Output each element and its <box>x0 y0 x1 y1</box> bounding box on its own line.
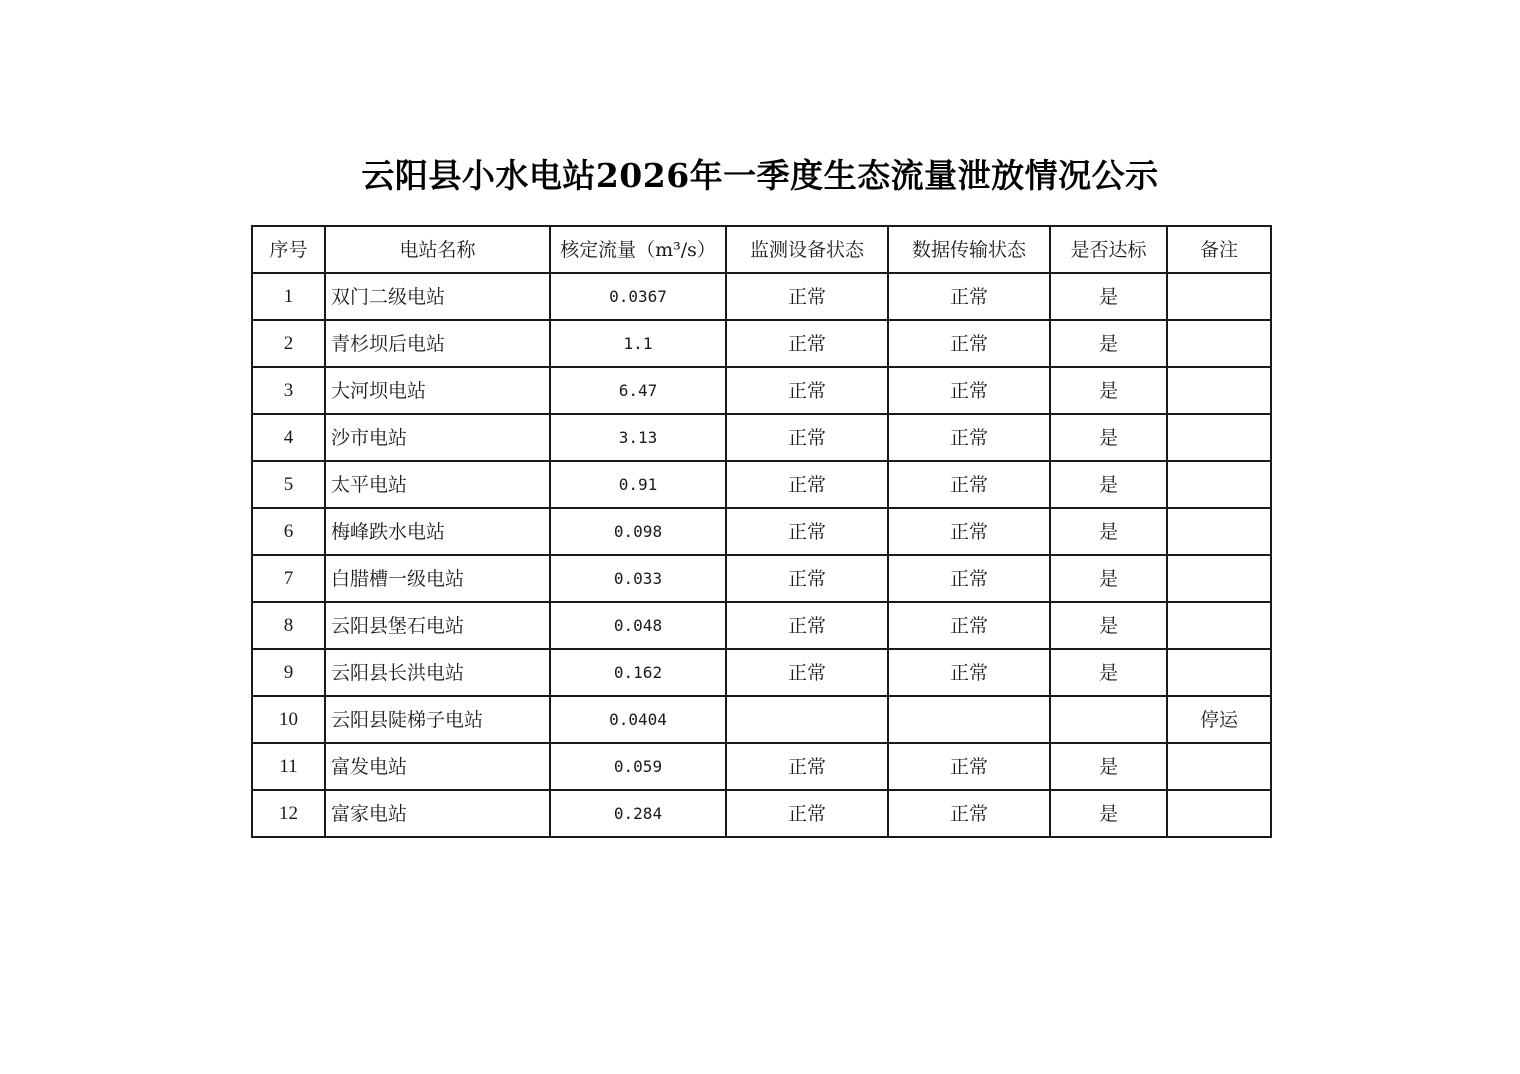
table-row <box>252 367 1271 414</box>
row-rated-flow: 0.098 <box>550 508 726 555</box>
row-station-name: 大河坝电站 <box>325 367 550 414</box>
row-device-status: 正常 <box>726 602 888 649</box>
row-remark <box>1167 320 1271 367</box>
table-row <box>252 320 1271 367</box>
row-station-name: 云阳县堡石电站 <box>325 602 550 649</box>
row-seq: 7 <box>252 555 325 602</box>
row-device-status: 正常 <box>726 461 888 508</box>
row-compliance <box>1050 696 1167 743</box>
row-device-status: 正常 <box>726 320 888 367</box>
row-seq: 8 <box>252 602 325 649</box>
row-compliance: 是 <box>1050 555 1167 602</box>
row-transmission-status: 正常 <box>888 273 1050 320</box>
table-row <box>252 696 1271 743</box>
row-compliance: 是 <box>1050 743 1167 790</box>
row-rated-flow: 0.91 <box>550 461 726 508</box>
row-transmission-status: 正常 <box>888 508 1050 555</box>
row-station-name: 云阳县陡梯子电站 <box>325 696 550 743</box>
row-rated-flow: 3.13 <box>550 414 726 461</box>
row-station-name: 白腊槽一级电站 <box>325 555 550 602</box>
row-transmission-status: 正常 <box>888 461 1050 508</box>
table-row <box>252 602 1271 649</box>
row-rated-flow: 1.1 <box>550 320 726 367</box>
row-device-status: 正常 <box>726 367 888 414</box>
row-compliance: 是 <box>1050 461 1167 508</box>
header-seq: 序号 <box>252 226 325 273</box>
row-remark <box>1167 743 1271 790</box>
table-row <box>252 461 1271 508</box>
row-device-status: 正常 <box>726 649 888 696</box>
row-seq: 10 <box>252 696 325 743</box>
header-rated-flow: 核定流量（m³/s） <box>550 226 726 273</box>
row-transmission-status: 正常 <box>888 555 1050 602</box>
row-remark <box>1167 273 1271 320</box>
table-row <box>252 414 1271 461</box>
row-remark <box>1167 790 1271 837</box>
row-device-status: 正常 <box>726 790 888 837</box>
row-compliance: 是 <box>1050 649 1167 696</box>
header-transmission-status: 数据传输状态 <box>888 226 1050 273</box>
page-title: 云阳县小水电站2026年一季度生态流量泄放情况公示 <box>361 156 1159 195</box>
row-seq: 9 <box>252 649 325 696</box>
row-rated-flow: 0.048 <box>550 602 726 649</box>
row-station-name: 沙市电站 <box>325 414 550 461</box>
row-station-name: 富家电站 <box>325 790 550 837</box>
row-station-name: 富发电站 <box>325 743 550 790</box>
row-device-status: 正常 <box>726 743 888 790</box>
row-transmission-status: 正常 <box>888 649 1050 696</box>
row-rated-flow: 0.033 <box>550 555 726 602</box>
row-station-name: 双门二级电站 <box>325 273 550 320</box>
row-remark <box>1167 461 1271 508</box>
row-remark <box>1167 555 1271 602</box>
row-rated-flow: 0.0367 <box>550 273 726 320</box>
header-compliance: 是否达标 <box>1050 226 1167 273</box>
row-compliance: 是 <box>1050 273 1167 320</box>
row-device-status: 正常 <box>726 273 888 320</box>
row-seq: 1 <box>252 273 325 320</box>
row-transmission-status: 正常 <box>888 602 1050 649</box>
row-compliance: 是 <box>1050 414 1167 461</box>
row-seq: 3 <box>252 367 325 414</box>
row-rated-flow: 0.162 <box>550 649 726 696</box>
row-remark <box>1167 649 1271 696</box>
row-compliance: 是 <box>1050 320 1167 367</box>
header-device-status: 监测设备状态 <box>726 226 888 273</box>
row-transmission-status: 正常 <box>888 414 1050 461</box>
row-seq: 5 <box>252 461 325 508</box>
row-device-status <box>726 696 888 743</box>
row-compliance: 是 <box>1050 508 1167 555</box>
table-row <box>252 508 1271 555</box>
row-rated-flow: 0.059 <box>550 743 726 790</box>
row-seq: 6 <box>252 508 325 555</box>
row-compliance: 是 <box>1050 790 1167 837</box>
row-device-status: 正常 <box>726 508 888 555</box>
table-row <box>252 273 1271 320</box>
row-transmission-status: 正常 <box>888 367 1050 414</box>
row-transmission-status: 正常 <box>888 790 1050 837</box>
row-remark: 停运 <box>1167 696 1271 743</box>
row-seq: 11 <box>252 743 325 790</box>
row-remark <box>1167 367 1271 414</box>
row-rated-flow: 0.284 <box>550 790 726 837</box>
row-device-status: 正常 <box>726 414 888 461</box>
row-station-name: 青杉坝后电站 <box>325 320 550 367</box>
header-station-name: 电站名称 <box>325 226 550 273</box>
row-rated-flow: 0.0404 <box>550 696 726 743</box>
row-seq: 12 <box>252 790 325 837</box>
table-row <box>252 790 1271 837</box>
row-remark <box>1167 508 1271 555</box>
row-compliance: 是 <box>1050 367 1167 414</box>
row-seq: 4 <box>252 414 325 461</box>
flow-report-table <box>251 225 1272 838</box>
row-device-status: 正常 <box>726 555 888 602</box>
table-row <box>252 555 1271 602</box>
row-station-name: 梅峰跌水电站 <box>325 508 550 555</box>
row-remark <box>1167 414 1271 461</box>
row-remark <box>1167 602 1271 649</box>
row-rated-flow: 6.47 <box>550 367 726 414</box>
row-transmission-status: 正常 <box>888 743 1050 790</box>
table-row <box>252 649 1271 696</box>
table-header-row <box>252 226 1271 273</box>
row-station-name: 云阳县长洪电站 <box>325 649 550 696</box>
row-compliance: 是 <box>1050 602 1167 649</box>
table-row <box>252 743 1271 790</box>
row-transmission-status <box>888 696 1050 743</box>
row-seq: 2 <box>252 320 325 367</box>
row-station-name: 太平电站 <box>325 461 550 508</box>
row-transmission-status: 正常 <box>888 320 1050 367</box>
header-remark: 备注 <box>1167 226 1271 273</box>
